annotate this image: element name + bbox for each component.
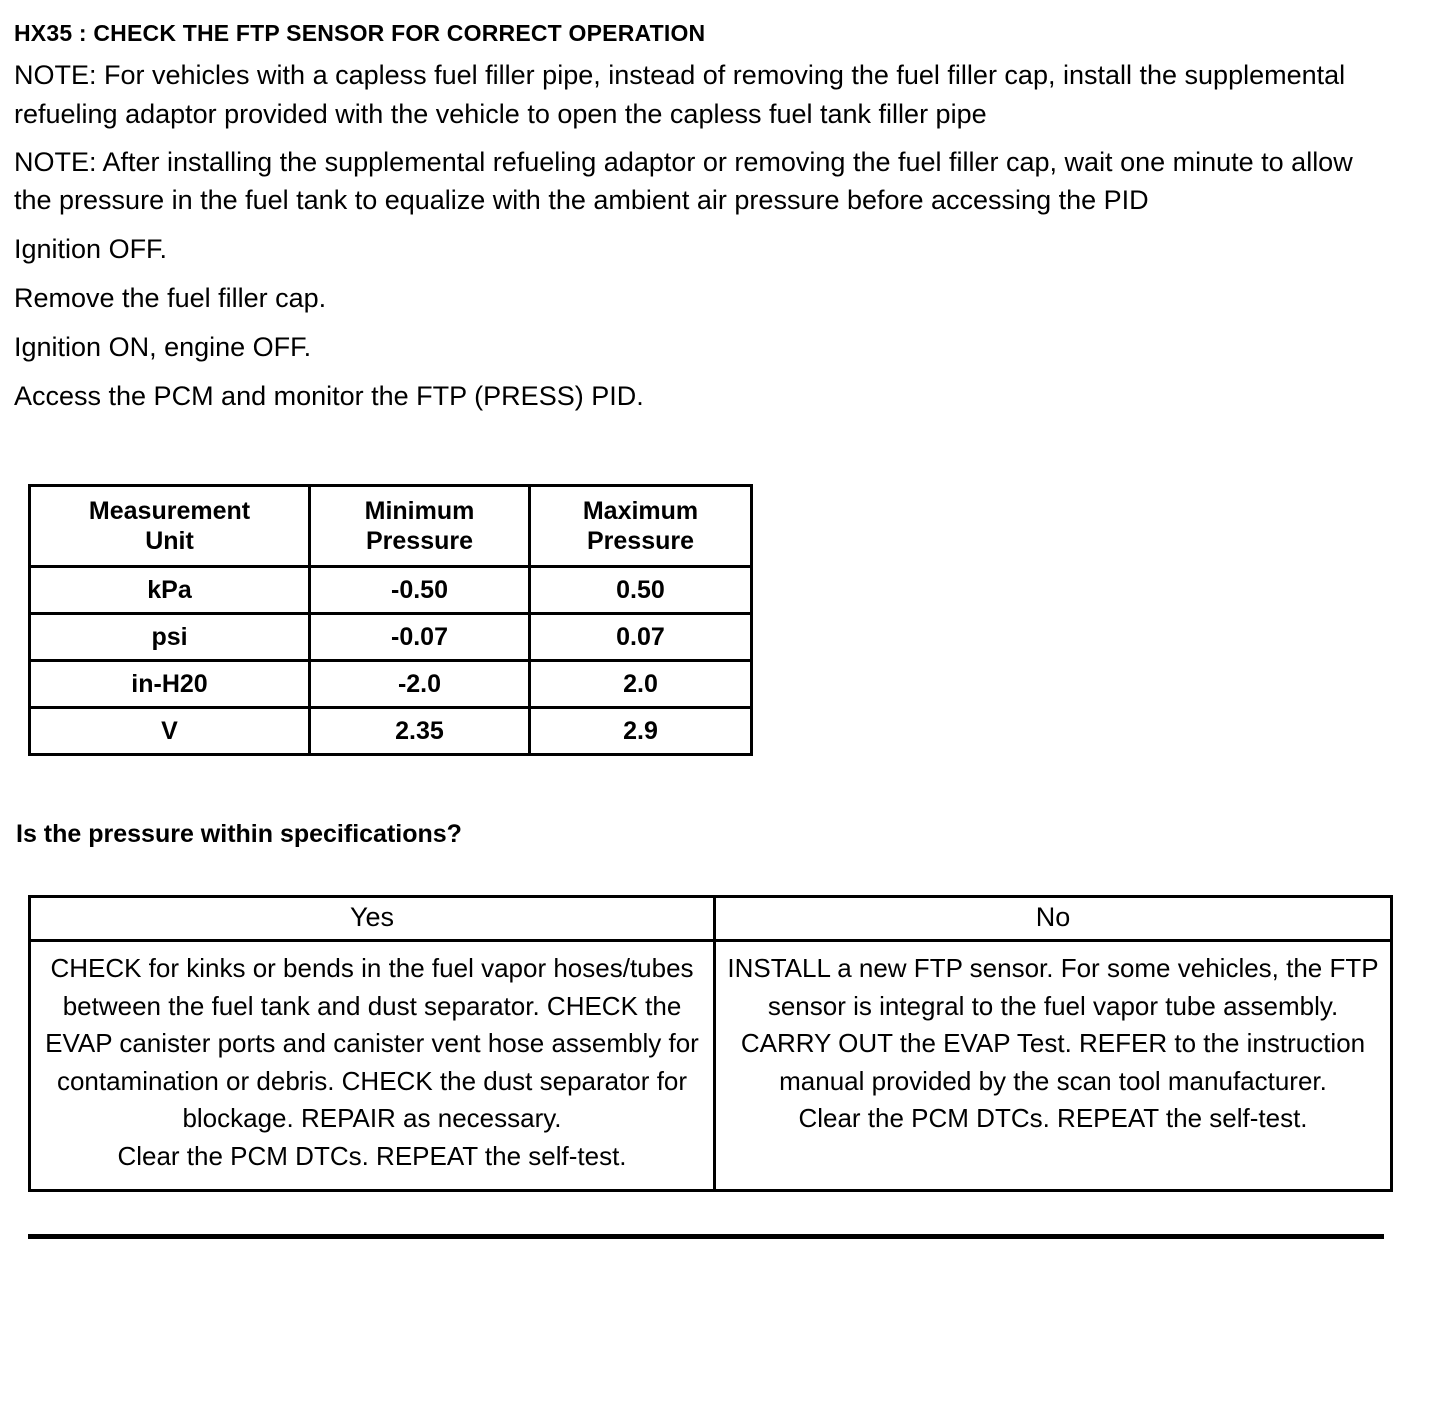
column-header-maximum-pressure <box>530 486 752 567</box>
header-line-2: Pressure <box>365 527 474 556</box>
column-header-yes: Yes <box>30 897 715 941</box>
cell-min: 2.35 <box>310 708 530 755</box>
table-row <box>30 708 752 755</box>
cell-min: -0.07 <box>310 614 530 661</box>
cell-unit: kPa <box>30 567 310 614</box>
header-line-1: Measurement <box>88 497 251 526</box>
column-header-no: No <box>715 897 1392 941</box>
page-title: HX35 : CHECK THE FTP SENSOR FOR CORRECT OPERATION <box>14 20 706 46</box>
table-row <box>30 661 752 708</box>
cell-min: -0.50 <box>310 567 530 614</box>
cell-max: 2.0 <box>530 661 752 708</box>
step-2: Remove the fuel filler cap. <box>14 282 327 313</box>
cell-unit: psi <box>30 614 310 661</box>
column-header-minimum-pressure <box>310 486 530 567</box>
cell-unit: V <box>30 708 310 755</box>
step-3: Ignition ON, engine OFF. <box>14 332 312 363</box>
table-row <box>30 614 752 661</box>
cell-unit: in-H20 <box>30 661 310 708</box>
column-header-measurement-unit <box>30 486 310 567</box>
note-paragraph-1: NOTE: For vehicles with a capless fuel filler pipe, instead of removing the fuel filler cap, install the supplemental refueling adaptor provided with the vehicle to open the capless fuel tank filler pipe <box>14 60 1346 129</box>
step-1: Ignition OFF. <box>14 233 168 264</box>
decision-header-row <box>30 897 1392 941</box>
footer-divider <box>28 1234 1384 1239</box>
header-line-1: Maximum <box>582 497 699 526</box>
decision-question: Is the pressure within specifications? <box>16 820 462 849</box>
decision-table <box>28 895 1393 1192</box>
table-row <box>30 567 752 614</box>
header-line-2: Pressure <box>586 527 695 556</box>
cell-max: 0.07 <box>530 614 752 661</box>
no-action-text-2: Clear the PCM DTCs. REPEAT the self-test. <box>798 1103 1308 1134</box>
header-line-2: Unit <box>145 527 194 556</box>
table-header-row <box>30 486 752 567</box>
decision-body-row <box>30 941 1392 1191</box>
note-paragraph-2: NOTE: After installing the supplemental refueling adaptor or removing the fuel filler cap, wait one minute to allow the pressure in the fuel tank to equalize with the ambient air pressure before accessing the PID <box>14 147 1353 216</box>
yes-action-text-2: Clear the PCM DTCs. REPEAT the self-test. <box>117 1140 627 1171</box>
cell-yes-action <box>30 941 715 1191</box>
header-line-1: Minimum <box>364 497 475 526</box>
no-action-text-1: INSTALL a new FTP sensor. For some vehicles, the FTP sensor is integral to the fuel vapor tube assembly. CARRY OUT the EVAP Test. REFER to the instruction manual provided by the scan tool manufacturer. <box>727 953 1379 1096</box>
section-spacer <box>14 426 1426 480</box>
cell-min: -2.0 <box>310 661 530 708</box>
specification-table <box>28 484 753 756</box>
step-4: Access the PCM and monitor the FTP (PRESS) PID. <box>14 381 644 412</box>
cell-no-action <box>715 941 1392 1191</box>
cell-max: 2.9 <box>530 708 752 755</box>
cell-max: 0.50 <box>530 567 752 614</box>
yes-action-text-1: CHECK for kinks or bends in the fuel vapor hoses/tubes between the fuel tank and dust separator. CHECK the EVAP canister ports and canister vent hose assembly for contamination or debris. CHECK the dust separator for blockage. REPAIR as necessary. <box>45 953 699 1134</box>
